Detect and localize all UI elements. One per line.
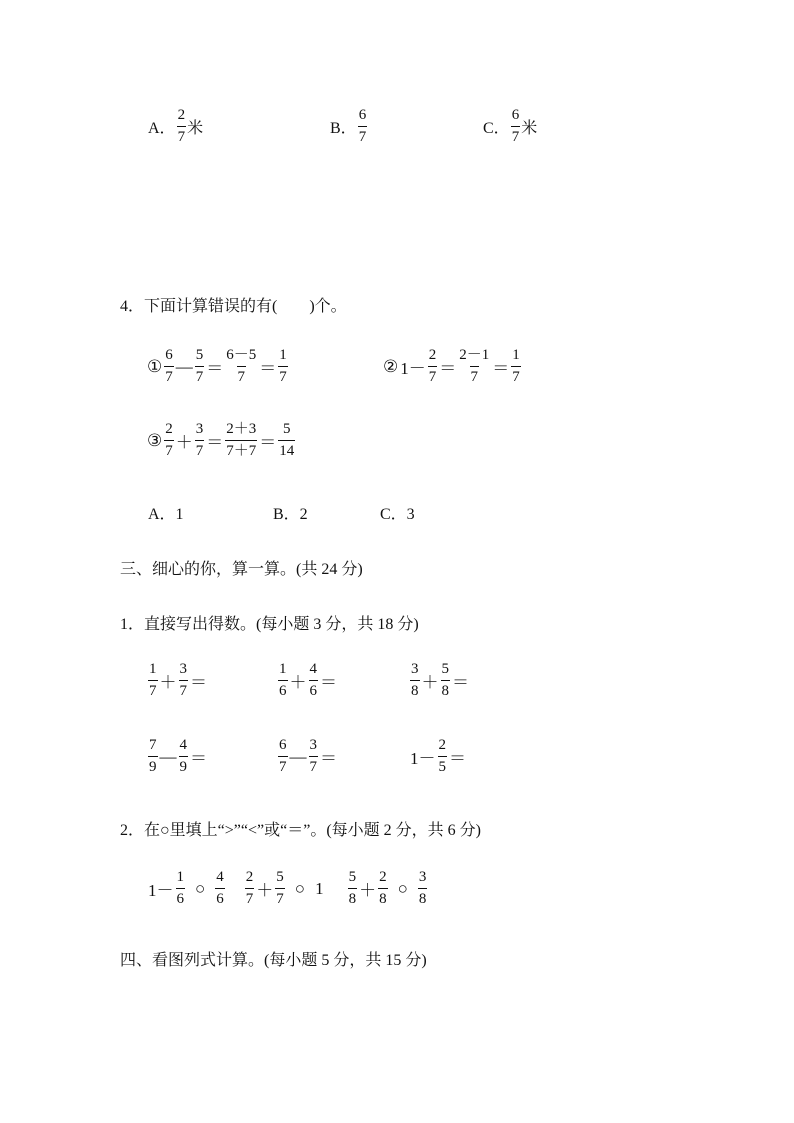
denominator: 7 — [278, 366, 288, 385]
section-4-heading: 四、看图列式计算。(每小题 5 分，共 15 分) — [120, 952, 427, 969]
denominator: 7 — [309, 756, 319, 775]
one-minus: 1－ — [148, 881, 174, 900]
minus-sign: — — [175, 356, 193, 376]
numerator: 5 — [348, 869, 357, 885]
numerator: 5 — [283, 421, 291, 437]
numerator: 5 — [441, 661, 449, 677]
fraction — [511, 348, 521, 385]
numerator: 2 — [165, 421, 173, 437]
section-3-q2-stem: 2．在○里填上“>”“<”或“＝”。(每小题 2 分，共 6 分) — [120, 822, 481, 839]
denominator: 8 — [378, 888, 388, 907]
equals-sign: ＝ — [449, 749, 466, 768]
fraction — [148, 662, 158, 699]
q3-option-c-fraction — [511, 108, 521, 145]
equals-sign: ＝ — [190, 673, 207, 692]
fraction — [278, 348, 288, 385]
equals-sign: ＝ — [206, 433, 224, 452]
plus-sign: ＋ — [359, 881, 377, 900]
numerator: 6 — [511, 107, 520, 123]
denominator: 7 — [179, 680, 189, 699]
circled-number-2: ② — [383, 356, 399, 376]
fraction — [410, 662, 420, 699]
numerator: 1 — [149, 661, 157, 677]
numerator: 3 — [418, 869, 427, 885]
fraction — [148, 738, 158, 775]
fraction — [348, 870, 358, 907]
numerator: 2 — [177, 107, 186, 123]
q3-option-a-fraction — [177, 108, 187, 145]
denominator: 7 — [470, 366, 480, 385]
circled-number-1: ① — [147, 356, 163, 376]
fraction — [441, 662, 451, 699]
q4-expression-3 — [146, 422, 296, 459]
numerator: 4 — [216, 869, 224, 885]
comparison-rhs: 1 — [315, 878, 324, 898]
numerator: 5 — [276, 869, 284, 885]
q3-option-c-unit: 米 — [521, 120, 538, 137]
comparison-circle[interactable]: ○ — [195, 878, 206, 898]
plus-sign: ＋ — [256, 881, 274, 900]
comparison-row — [147, 870, 428, 907]
denominator: 6 — [176, 888, 186, 907]
denominator: 6 — [278, 680, 288, 699]
comparison-circle[interactable]: ○ — [294, 878, 306, 898]
numerator: 6－5 — [226, 347, 257, 363]
fraction — [215, 870, 225, 907]
fraction — [179, 738, 189, 775]
numerator: 3 — [309, 737, 317, 753]
calc-problem-5 — [277, 738, 338, 775]
comparison-circle[interactable]: ○ — [397, 878, 408, 898]
fraction — [245, 870, 255, 907]
numerator: 4 — [179, 737, 187, 753]
denominator: 8 — [410, 680, 420, 699]
numerator: 2＋3 — [226, 421, 257, 437]
numerator: 6 — [279, 737, 287, 753]
minus-sign: — — [159, 746, 177, 766]
fraction — [458, 348, 490, 385]
fraction — [176, 870, 186, 907]
denominator: 7 — [278, 756, 288, 775]
numerator: 1 — [176, 869, 184, 885]
fraction — [164, 422, 174, 459]
denominator: 8 — [418, 888, 428, 907]
fraction — [278, 738, 288, 775]
q3-option-b-fraction — [358, 108, 368, 145]
q3-option-c — [483, 108, 537, 145]
q3-option-b-label: B． — [330, 120, 357, 137]
q4-expression-2 — [382, 348, 522, 385]
fraction — [438, 738, 448, 775]
denominator: 7 — [428, 366, 438, 385]
fraction — [418, 870, 428, 907]
q4-option-c: C．3 — [380, 506, 415, 523]
calc-problem-2 — [277, 662, 338, 699]
denominator: 7 — [511, 126, 521, 145]
denominator: 7 — [511, 366, 521, 385]
plus-sign: ＋ — [159, 673, 177, 692]
q3-option-a-label: A． — [148, 120, 176, 137]
numerator: 1 — [512, 347, 520, 363]
numerator: 5 — [195, 347, 204, 363]
equals-sign: ＝ — [320, 673, 337, 692]
numerator: 1 — [279, 661, 287, 677]
denominator: 8 — [348, 888, 358, 907]
denominator: 7＋7 — [225, 440, 257, 459]
fraction — [278, 662, 288, 699]
numerator: 2 — [379, 869, 387, 885]
calc-problem-4 — [147, 738, 208, 775]
section-3-q1-stem: 1．直接写出得数。(每小题 3 分，共 18 分) — [120, 616, 419, 633]
fraction — [309, 662, 319, 699]
equals-sign: ＝ — [206, 359, 224, 378]
equals-sign: ＝ — [190, 749, 207, 768]
numerator: 2 — [245, 869, 254, 885]
denominator: 7 — [358, 126, 368, 145]
denominator: 6 — [215, 888, 225, 907]
q3-option-a — [148, 108, 203, 145]
denominator: 7 — [164, 440, 174, 459]
fraction — [225, 348, 257, 385]
q4-expression-1 — [146, 348, 289, 385]
denominator: 9 — [148, 756, 158, 775]
minus-sign: — — [289, 746, 307, 766]
denominator: 14 — [278, 440, 295, 459]
equals-sign: ＝ — [439, 359, 457, 378]
numerator: 7 — [149, 737, 157, 753]
numerator: 2 — [438, 737, 446, 753]
numerator: 4 — [309, 661, 317, 677]
circled-number-3: ③ — [147, 430, 163, 450]
q3-option-a-unit: 米 — [187, 120, 204, 137]
denominator: 8 — [441, 680, 451, 699]
equals-sign: ＝ — [259, 433, 277, 452]
denominator: 7 — [148, 680, 158, 699]
calc-problem-6 — [409, 738, 467, 775]
fraction — [179, 662, 189, 699]
fraction — [164, 348, 174, 385]
equals-sign: ＝ — [320, 749, 337, 768]
denominator: 7 — [164, 366, 174, 385]
numerator: 2－1 — [459, 347, 490, 363]
numerator: 1 — [279, 347, 287, 363]
numerator: 6 — [165, 347, 173, 363]
equals-sign: ＝ — [259, 359, 277, 378]
section-3-heading: 三、细心的你，算一算。(共 24 分) — [120, 561, 363, 578]
equals-sign: ＝ — [492, 359, 510, 378]
denominator: 7 — [237, 366, 247, 385]
q4-stem: 4．下面计算错误的有( )个。 — [120, 298, 347, 315]
calc-problem-3 — [409, 662, 470, 699]
one-minus: 1－ — [400, 359, 426, 378]
q4-option-a: A．1 — [148, 506, 184, 523]
q3-option-b — [330, 108, 368, 145]
fraction — [278, 422, 295, 459]
denominator: 6 — [309, 680, 319, 699]
plus-sign: ＋ — [289, 673, 307, 692]
plus-sign: ＋ — [175, 433, 193, 452]
numerator: 6 — [358, 107, 367, 123]
denominator: 7 — [177, 126, 187, 145]
denominator: 7 — [195, 440, 205, 459]
denominator: 7 — [245, 888, 255, 907]
denominator: 7 — [195, 366, 205, 385]
q3-option-c-label: C． — [483, 120, 510, 137]
plus-sign: ＋ — [421, 673, 439, 692]
fraction — [428, 348, 438, 385]
equals-sign: ＝ — [452, 673, 469, 692]
numerator: 3 — [195, 421, 204, 437]
calc-problem-1 — [147, 662, 208, 699]
fraction — [225, 422, 257, 459]
fraction — [275, 870, 285, 907]
fraction — [378, 870, 388, 907]
denominator: 9 — [179, 756, 189, 775]
numerator: 3 — [179, 661, 187, 677]
fraction — [309, 738, 319, 775]
denominator: 7 — [275, 888, 285, 907]
fraction — [195, 348, 205, 385]
one-minus: 1－ — [410, 749, 436, 768]
numerator: 2 — [428, 347, 437, 363]
q4-option-b: B．2 — [273, 506, 308, 523]
fraction — [195, 422, 205, 459]
numerator: 3 — [411, 661, 419, 677]
denominator: 5 — [438, 756, 448, 775]
